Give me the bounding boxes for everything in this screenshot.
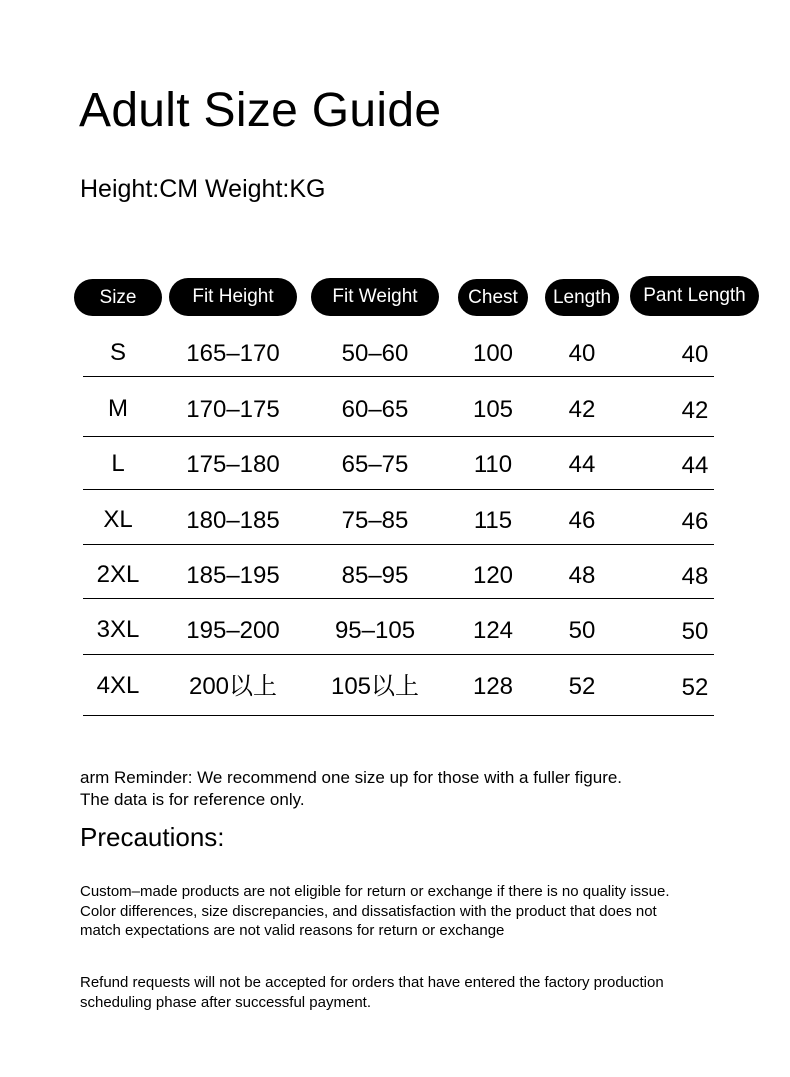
reminder-line: The data is for reference only. [80,790,305,809]
cell-fit-height: 185–195 [186,562,280,589]
cell-chest: 128 [472,673,514,700]
header-chest: Chest [458,279,528,316]
row-divider [83,436,714,437]
cell-pant-length: 50 [681,618,709,645]
cell-size: M [108,395,128,422]
cell-size: 4XL [96,672,140,699]
cell-pant-length: 42 [681,397,709,424]
cell-fit-height: 170–175 [186,396,280,423]
cell-size: L [111,450,125,477]
cell-pant-length: 46 [681,508,709,535]
cell-chest: 115 [473,507,513,534]
cell-chest: 100 [472,340,514,367]
cell-length: 44 [568,451,596,478]
note-line: Refund requests will not be accepted for orders that have entered the factory production [80,974,664,991]
cell-length: 42 [568,396,596,423]
cell-fit-height: 195–200 [186,617,280,644]
cell-fit-height: 200以上 [188,673,278,700]
units-note: Height:CM Weight:KG [80,175,326,203]
row-divider [83,489,714,490]
header-length: Length [545,279,619,316]
row-divider [83,598,714,599]
cell-length: 48 [568,562,596,589]
header-pant-length: Pant Length [630,276,759,316]
note-line: scheduling phase after successful payment. [80,993,371,1011]
cell-size: 2XL [96,561,140,588]
row-divider [83,654,714,655]
row-divider [83,376,714,377]
cell-size: S [109,339,126,366]
row-divider [83,544,714,545]
cell-fit-height: 165–170 [186,340,280,367]
precautions-heading: Precautions: [80,822,225,852]
header-fit-weight: Fit Weight [311,278,439,316]
precaution-note-returns [80,882,669,941]
cell-fit-height: 180–185 [186,507,280,534]
cell-fit-weight: 50–60 [341,340,409,367]
cell-length: 46 [568,507,596,534]
reminder-note [80,767,622,811]
note-line: match expectations are not valid reasons for return or exchange [80,922,505,939]
cell-size: XL [103,506,133,533]
cell-pant-length: 44 [681,452,709,479]
cell-fit-weight: 95–105 [334,617,416,644]
cell-fit-weight: 65–75 [341,451,409,478]
cell-fit-weight: 105以上 [330,673,420,700]
header-fit-height: Fit Height [169,278,297,316]
cell-length: 50 [568,617,596,644]
header-size: Size [74,279,162,316]
cell-fit-weight: 75–85 [341,507,409,534]
cell-pant-length: 48 [681,563,709,590]
note-line: Color differences, size discrepancies, and dissatisfaction with the product that does not [80,902,657,920]
reminder-line: arm Reminder: We recommend one size up for those with a fuller figure. [80,768,623,787]
cell-chest: 110 [473,451,513,478]
cell-size: 3XL [96,616,140,643]
row-divider [83,715,714,716]
cell-fit-weight: 85–95 [341,562,409,589]
cell-chest: 120 [472,562,514,589]
cell-pant-length: 52 [681,674,709,701]
cell-length: 40 [568,340,596,367]
precaution-note-refunds [80,973,664,1012]
cell-fit-weight: 60–65 [341,396,409,423]
note-line: Custom–made products are not eligible for return or exchange if there is no quality issue. [80,883,670,900]
cell-chest: 105 [472,396,514,423]
page-title: Adult Size Guide [79,84,442,137]
cell-chest: 124 [472,617,514,644]
cell-pant-length: 40 [681,341,709,368]
cell-length: 52 [568,673,596,700]
cell-fit-height: 175–180 [186,451,280,478]
